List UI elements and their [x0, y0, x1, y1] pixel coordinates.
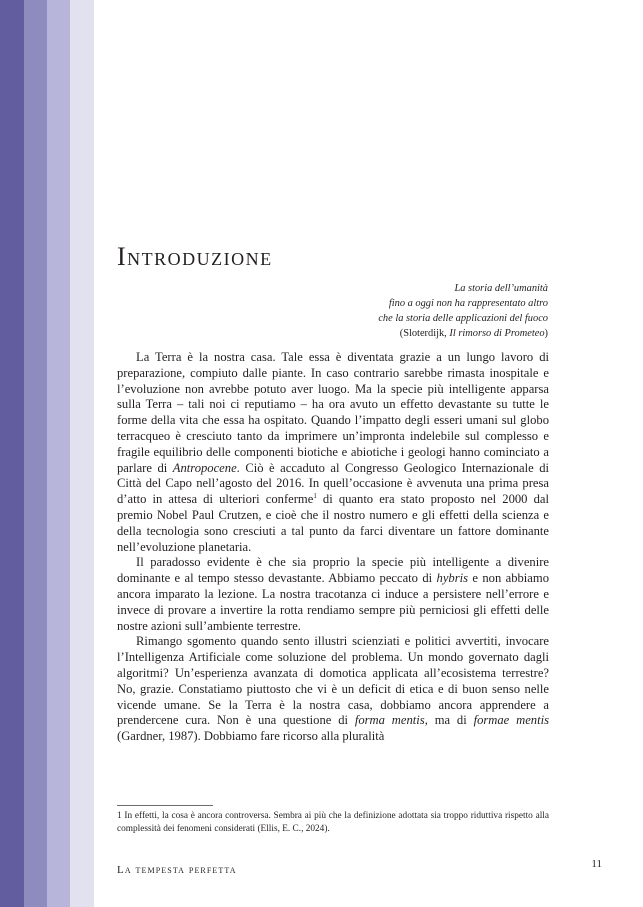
page-number: 11 [591, 858, 602, 870]
stripe-light [47, 0, 70, 907]
footnote-divider [117, 805, 213, 806]
text-run: e non abbiamo ancora imparato la lezione. La nostra tracotanza ci induce a persistere nell’errore e invece di provare a invertire la rotta rendiamo sempre più perniciosi gli effetti delle nostre azioni sull’ambiente terrestre. [117, 571, 549, 633]
epigraph-line: che la storia delle applicazioni del fuoco [378, 313, 548, 324]
epigraph-source-author: (Sloterdijk, [399, 328, 450, 339]
decorative-side-stripes [0, 0, 94, 907]
emphasis-antropocene: Antropocene [172, 460, 237, 475]
footnote: 1 In effetti, la cosa è ancora controversa. Sembra ai più che la definizione adottata sia troppo riduttiva rispetto alla complessità dei fenomeni considerati (Ellis, E. C., 2024). [117, 811, 549, 835]
epigraph-source-title: Il rimorso di Prometeo [449, 328, 545, 339]
running-footer-title: La tempesta perfetta [117, 864, 237, 876]
body-text [117, 350, 549, 745]
text-run: di quanto era stato proposto nel 2000 dal premio Nobel Paul Crutzen, e cioè che il nostro numero e gli effetti della scienza e della tecnologia sono cresciuti a tal punto da farci diventare un fattore dominante nell’evoluzione planetaria. [117, 492, 549, 554]
text-run: La Terra è la nostra casa. Tale essa è diventata grazie a un lungo lavoro di preparazione, compiuto dalle piante. In caso contrario sarebbe rimasta inospitale e l’evoluzione non avrebbe potuto aver luogo. Ma la specie più intelligente apparsa sulla Terra – tali noi ci reputiamo – ha ora avuto un effetto devastante su tutte le forme della vita che essa ha ospitato. Quando l’impatto degli esseri umani sul globo terracqueo è cresciuto tanto da imprimere un’impronta indelebile sul complesso e fragile equilibrio delle componenti biotiche e abiotiche i geologi hanno cominciato a parlare di [117, 350, 549, 475]
text-run: . Ciò è accaduto al Congresso Geologico Internazionale di Città del Capo nell’agosto del 2016. In quell’occasione è avvenuta una prima presa d’atto in attesa di ulteriori conferme [117, 460, 549, 507]
emphasis-hybris: hybris [436, 571, 469, 586]
paragraph-3 [117, 634, 549, 745]
epigraph-source [218, 326, 548, 341]
emphasis-forma-mentis: forma mentis [354, 713, 425, 728]
epigraph-line: fino a oggi non ha rappresentato altro [388, 298, 548, 309]
stripe-dark [0, 0, 24, 907]
epigraph-source-close: ) [544, 328, 548, 339]
stripe-lightest [70, 0, 94, 907]
text-run: , ma di [424, 713, 474, 728]
text-run: (Gardner, 1987). Dobbiamo fare ricorso alla pluralità [117, 729, 385, 744]
emphasis-formae-mentis: formae mentis [473, 713, 550, 728]
text-run: Il paradosso evidente è che sia proprio la specie più intelligente a divenire dominante e al tempo stesso devastante. Abbiamo peccato di [117, 555, 549, 586]
paragraph-2 [117, 555, 549, 634]
stripe-medium [24, 0, 47, 907]
epigraph-line: La storia dell’umanità [454, 283, 548, 294]
epigraph [218, 281, 548, 341]
paragraph-1 [117, 350, 549, 555]
chapter-title: Introduzione [117, 242, 273, 271]
text-run: Rimango sgomento quando sento illustri scienziati e politici avvertiti, invocare l’Intelligenza Artificiale come soluzione del problema. Un mondo governato dagli algoritmi? Un’esperienza avanzata di domotica applicata all’ecosistema terrestre? No, grazie. Constatiamo piuttosto che vi è un deficit di etica e di buon senso nelle vicende umane. Se la Terra è la nostra casa, dobbiamo ancora apprendere a prendercene cura. Non è una questione di [117, 634, 549, 728]
footnote-reference[interactable]: 1 [313, 492, 317, 501]
